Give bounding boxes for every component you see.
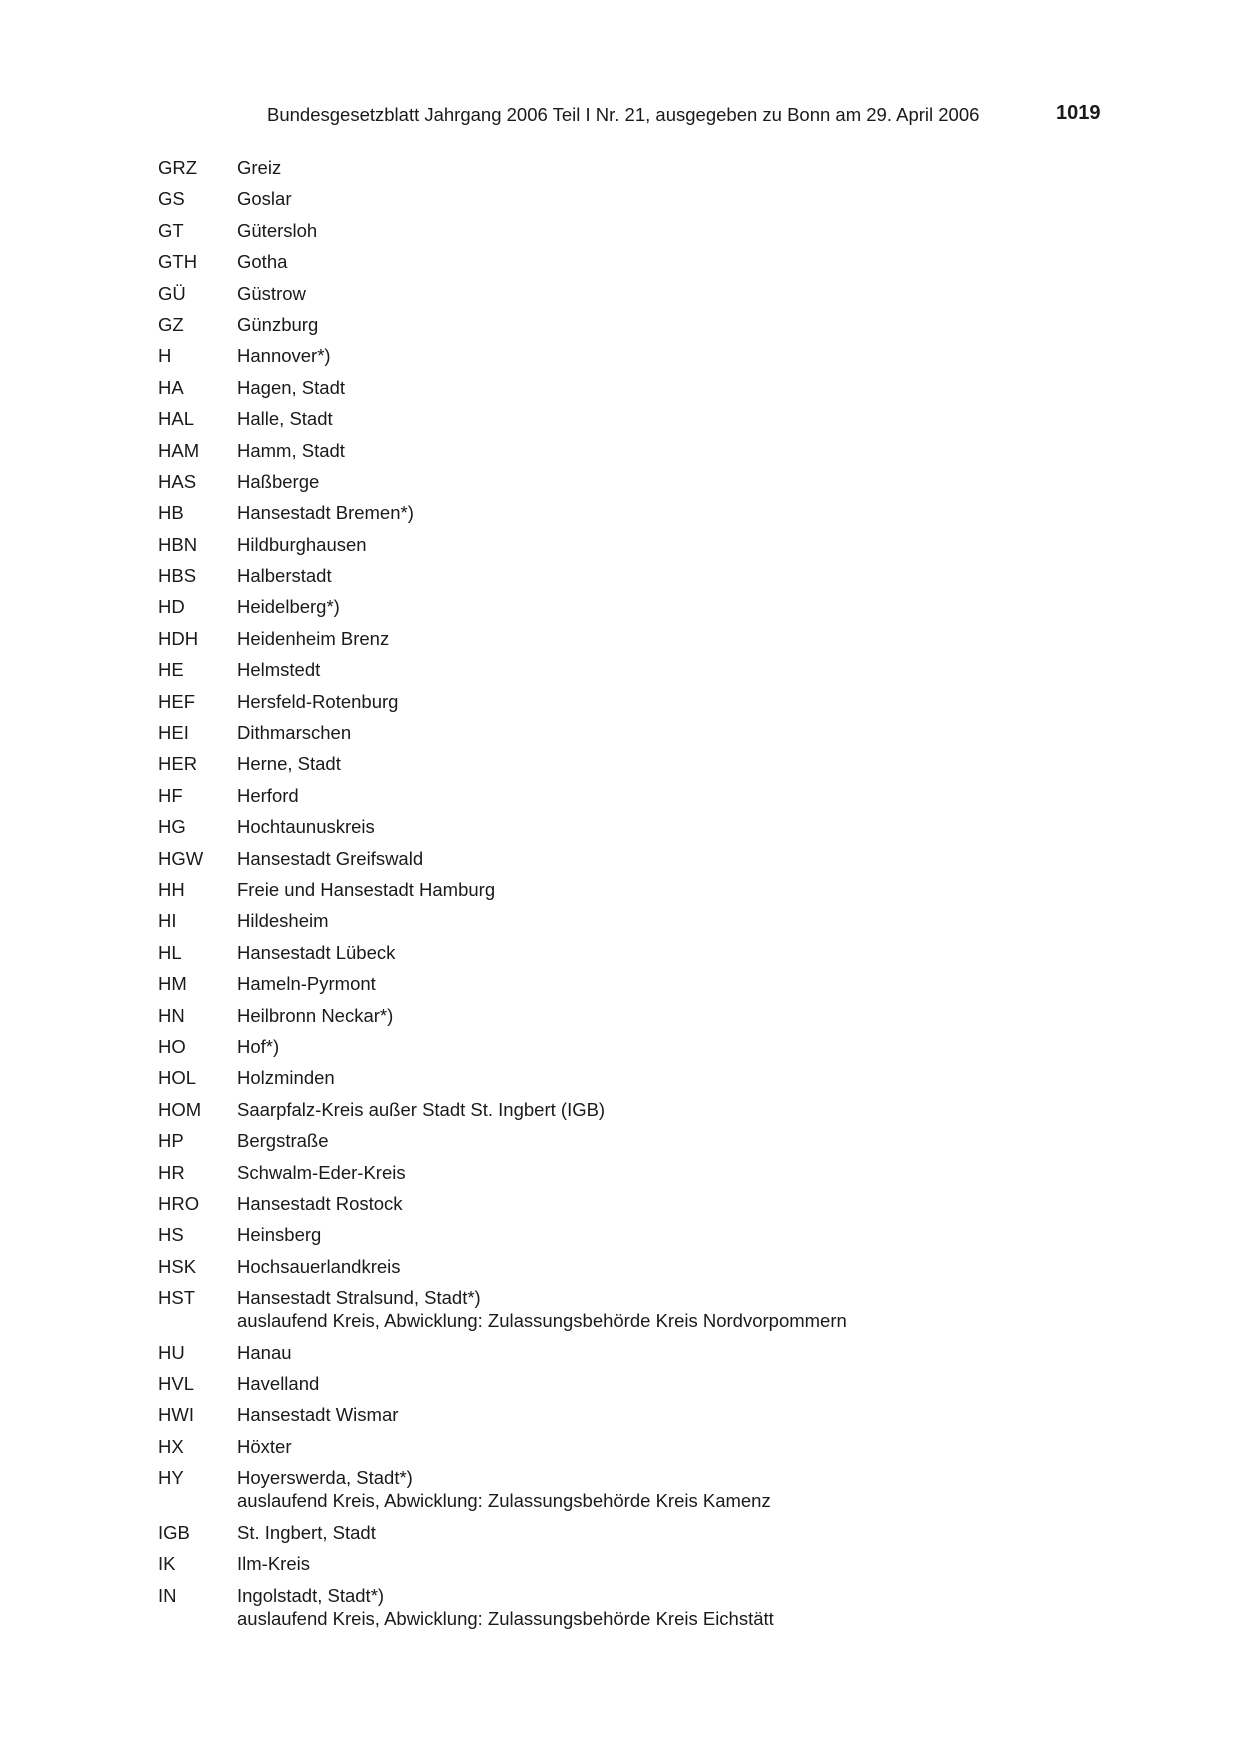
district-name: Hildesheim <box>237 910 329 932</box>
district-cell <box>237 564 1158 587</box>
district-name: Heinsberg <box>237 1224 322 1246</box>
list-item <box>158 721 1158 752</box>
district-cell <box>237 1341 1158 1364</box>
district-note: auslaufend Kreis, Abwicklung: Zulassungsbehörde Kreis Kamenz <box>237 1490 771 1512</box>
list-item <box>158 909 1158 940</box>
district-name: Dithmarschen <box>237 722 352 744</box>
list-item <box>158 1372 1158 1403</box>
district-name: Hansestadt Greifswald <box>237 847 424 869</box>
district-cell <box>237 972 1158 995</box>
registration-code: GS <box>158 188 185 210</box>
registration-code: GZ <box>158 313 184 335</box>
list-item <box>158 1098 1158 1129</box>
district-cell <box>237 344 1158 367</box>
district-name: Hildburghausen <box>237 533 367 555</box>
district-name: Goslar <box>237 188 292 210</box>
list-item <box>158 1192 1158 1223</box>
district-cell <box>237 909 1158 932</box>
registration-code: HEI <box>158 722 189 744</box>
registration-code: HBS <box>158 565 197 587</box>
district-name: Günzburg <box>237 313 319 335</box>
registration-code: HF <box>158 784 183 806</box>
registration-code: IN <box>158 1584 177 1606</box>
registration-code: HI <box>158 910 177 932</box>
district-cell <box>237 690 1158 713</box>
list-item <box>158 941 1158 972</box>
registration-code: HAM <box>158 439 200 461</box>
registration-code: HB <box>158 502 184 524</box>
district-cell <box>237 1403 1158 1426</box>
district-cell <box>237 847 1158 870</box>
district-cell <box>237 1521 1158 1544</box>
registration-code: IK <box>158 1553 176 1575</box>
registration-code: HSK <box>158 1255 197 1277</box>
list-item <box>158 1584 1158 1639</box>
list-item <box>158 1403 1158 1434</box>
list-item <box>158 1521 1158 1552</box>
list-item <box>158 470 1158 501</box>
district-cell <box>237 1129 1158 1152</box>
registration-code: HAS <box>158 470 197 492</box>
list-item <box>158 250 1158 281</box>
district-cell <box>237 1161 1158 1184</box>
list-item <box>158 187 1158 218</box>
list-item <box>158 784 1158 815</box>
list-item <box>158 1066 1158 1097</box>
district-name: Halberstadt <box>237 565 332 587</box>
district-name: Höxter <box>237 1435 292 1457</box>
district-name: Hansestadt Bremen*) <box>237 502 414 524</box>
list-item <box>158 690 1158 721</box>
list-item <box>158 533 1158 564</box>
registration-code: HA <box>158 376 184 398</box>
district-cell <box>237 1255 1158 1278</box>
registration-code: GRZ <box>158 157 198 178</box>
district-name: Hansestadt Lübeck <box>237 941 396 963</box>
district-name: Havelland <box>237 1373 320 1395</box>
registration-code: HER <box>158 753 198 775</box>
registration-code: HAL <box>158 408 194 430</box>
district-cell <box>237 784 1158 807</box>
district-name: Gotha <box>237 251 288 273</box>
list-item <box>158 1004 1158 1035</box>
district-name: Hamm, Stadt <box>237 439 345 461</box>
list-item <box>158 627 1158 658</box>
district-cell <box>237 627 1158 650</box>
district-name: Herne, Stadt <box>237 753 341 775</box>
list-item <box>158 439 1158 470</box>
registration-code: HWI <box>158 1404 194 1426</box>
district-name: Herford <box>237 784 299 806</box>
district-name: Hochsauerlandkreis <box>237 1255 401 1277</box>
district-name: Bergstraße <box>237 1130 329 1152</box>
district-cell <box>237 721 1158 744</box>
district-cell <box>237 1552 1158 1575</box>
district-name: Saarpfalz-Kreis außer Stadt St. Ingbert (IGB) <box>237 1098 606 1120</box>
district-cell <box>237 407 1158 430</box>
district-note: auslaufend Kreis, Abwicklung: Zulassungsbehörde Kreis Nordvorpommern <box>237 1310 847 1332</box>
registration-code: H <box>158 345 172 367</box>
district-cell <box>237 1223 1158 1246</box>
district-name: Hansestadt Rostock <box>237 1192 403 1214</box>
registration-code: HEF <box>158 690 195 712</box>
list-item <box>158 1035 1158 1066</box>
registration-code: HE <box>158 659 184 681</box>
district-name: Freie und Hansestadt Hamburg <box>237 878 496 900</box>
registration-code: HN <box>158 1004 185 1026</box>
registration-code: HP <box>158 1130 184 1152</box>
list-item <box>158 282 1158 313</box>
list-item <box>158 344 1158 375</box>
district-cell <box>237 439 1158 462</box>
registration-code: HY <box>158 1467 184 1489</box>
list-item <box>158 1223 1158 1254</box>
district-cell <box>237 815 1158 838</box>
registration-code: HOL <box>158 1067 197 1089</box>
list-item <box>158 878 1158 909</box>
district-name: Gütersloh <box>237 219 318 241</box>
district-name: Hersfeld-Rotenburg <box>237 690 399 712</box>
district-name: Ilm-Kreis <box>237 1553 310 1575</box>
district-name: Hansestadt Wismar <box>237 1404 399 1426</box>
registration-code: HO <box>158 1035 186 1057</box>
list-item <box>158 1466 1158 1521</box>
registration-code: HOM <box>158 1098 202 1120</box>
publication-title: Bundesgesetzblatt Jahrgang 2006 Teil I Nr. 21, ausgegeben zu Bonn am 29. April 2006 <box>267 104 980 125</box>
district-name: Halle, Stadt <box>237 408 333 430</box>
district-name: Holzminden <box>237 1067 335 1089</box>
list-item <box>158 972 1158 1003</box>
district-cell <box>237 501 1158 524</box>
list-item <box>158 658 1158 689</box>
list-item <box>158 1255 1158 1286</box>
list-item <box>158 1435 1158 1466</box>
district-cell <box>237 941 1158 964</box>
district-name: Hannover*) <box>237 345 331 367</box>
list-item <box>158 847 1158 878</box>
list-item <box>158 1341 1158 1372</box>
district-cell <box>237 187 1158 210</box>
district-name: Heidenheim Brenz <box>237 627 390 649</box>
district-name: Ingolstadt, Stadt*) <box>237 1584 385 1606</box>
district-cell <box>237 1192 1158 1215</box>
registration-code: GT <box>158 219 184 241</box>
list-item <box>158 1161 1158 1192</box>
district-name: Hanau <box>237 1341 292 1363</box>
registration-code: HX <box>158 1435 184 1457</box>
district-cell <box>237 658 1158 681</box>
district-cell <box>237 1004 1158 1027</box>
district-name: Hagen, Stadt <box>237 376 345 398</box>
district-cell <box>237 156 1158 179</box>
district-name: Hoyerswerda, Stadt*) <box>237 1467 413 1489</box>
district-cell <box>237 376 1158 399</box>
list-item <box>158 407 1158 438</box>
district-name: Hochtaunuskreis <box>237 816 375 838</box>
district-cell <box>237 470 1158 493</box>
district-cell <box>237 250 1158 273</box>
district-cell <box>237 313 1158 336</box>
page-header <box>0 104 1240 132</box>
registration-code: HDH <box>158 627 199 649</box>
registration-code: HU <box>158 1341 185 1363</box>
district-cell <box>237 1372 1158 1395</box>
list-item <box>158 564 1158 595</box>
list-item <box>158 156 1158 187</box>
district-name: Hof*) <box>237 1035 280 1057</box>
district-cell <box>237 219 1158 242</box>
list-item <box>158 313 1158 344</box>
registration-code: HVL <box>158 1373 194 1395</box>
district-cell <box>237 595 1158 618</box>
registration-code: HG <box>158 816 186 838</box>
district-name: Hansestadt Stralsund, Stadt*) <box>237 1287 481 1309</box>
district-name: Helmstedt <box>237 659 321 681</box>
registration-code: HH <box>158 878 185 900</box>
district-cell <box>237 1466 1158 1512</box>
registration-code: GTH <box>158 251 198 273</box>
district-cell <box>237 1435 1158 1458</box>
list-item <box>158 752 1158 783</box>
district-name: Schwalm-Eder-Kreis <box>237 1161 406 1183</box>
district-cell <box>237 282 1158 305</box>
list-item <box>158 501 1158 532</box>
district-name: Hameln-Pyrmont <box>237 973 376 995</box>
registration-code: HRO <box>158 1192 200 1214</box>
registration-code: HM <box>158 973 187 995</box>
district-name: Heidelberg*) <box>237 596 340 618</box>
district-cell <box>237 752 1158 775</box>
registration-code: GÜ <box>158 282 186 304</box>
district-cell <box>237 1035 1158 1058</box>
district-name: Greiz <box>237 157 282 178</box>
list-item <box>158 595 1158 626</box>
district-cell <box>237 1286 1158 1332</box>
district-cell <box>237 1584 1158 1630</box>
registration-code: HR <box>158 1161 185 1183</box>
registration-code-list <box>158 156 1158 1638</box>
registration-code: HL <box>158 941 182 963</box>
district-name: St. Ingbert, Stadt <box>237 1521 376 1543</box>
list-item <box>158 376 1158 407</box>
registration-code: HS <box>158 1224 184 1246</box>
registration-code: IGB <box>158 1521 190 1543</box>
district-name: Haßberge <box>237 470 320 492</box>
district-name: Güstrow <box>237 282 306 304</box>
district-note: auslaufend Kreis, Abwicklung: Zulassungsbehörde Kreis Eichstätt <box>237 1607 774 1629</box>
district-cell <box>237 533 1158 556</box>
registration-code: HST <box>158 1287 195 1309</box>
list-item <box>158 219 1158 250</box>
district-cell <box>237 878 1158 901</box>
district-cell <box>237 1098 1158 1121</box>
registration-code: HGW <box>158 847 204 869</box>
district-cell <box>237 1066 1158 1089</box>
registration-code: HD <box>158 596 185 618</box>
registration-code: HBN <box>158 533 198 555</box>
list-item <box>158 1129 1158 1160</box>
list-item <box>158 1286 1158 1341</box>
list-item <box>158 1552 1158 1583</box>
page-number: 1019 <box>1056 102 1101 124</box>
list-item <box>158 815 1158 846</box>
district-name: Heilbronn Neckar*) <box>237 1004 394 1026</box>
